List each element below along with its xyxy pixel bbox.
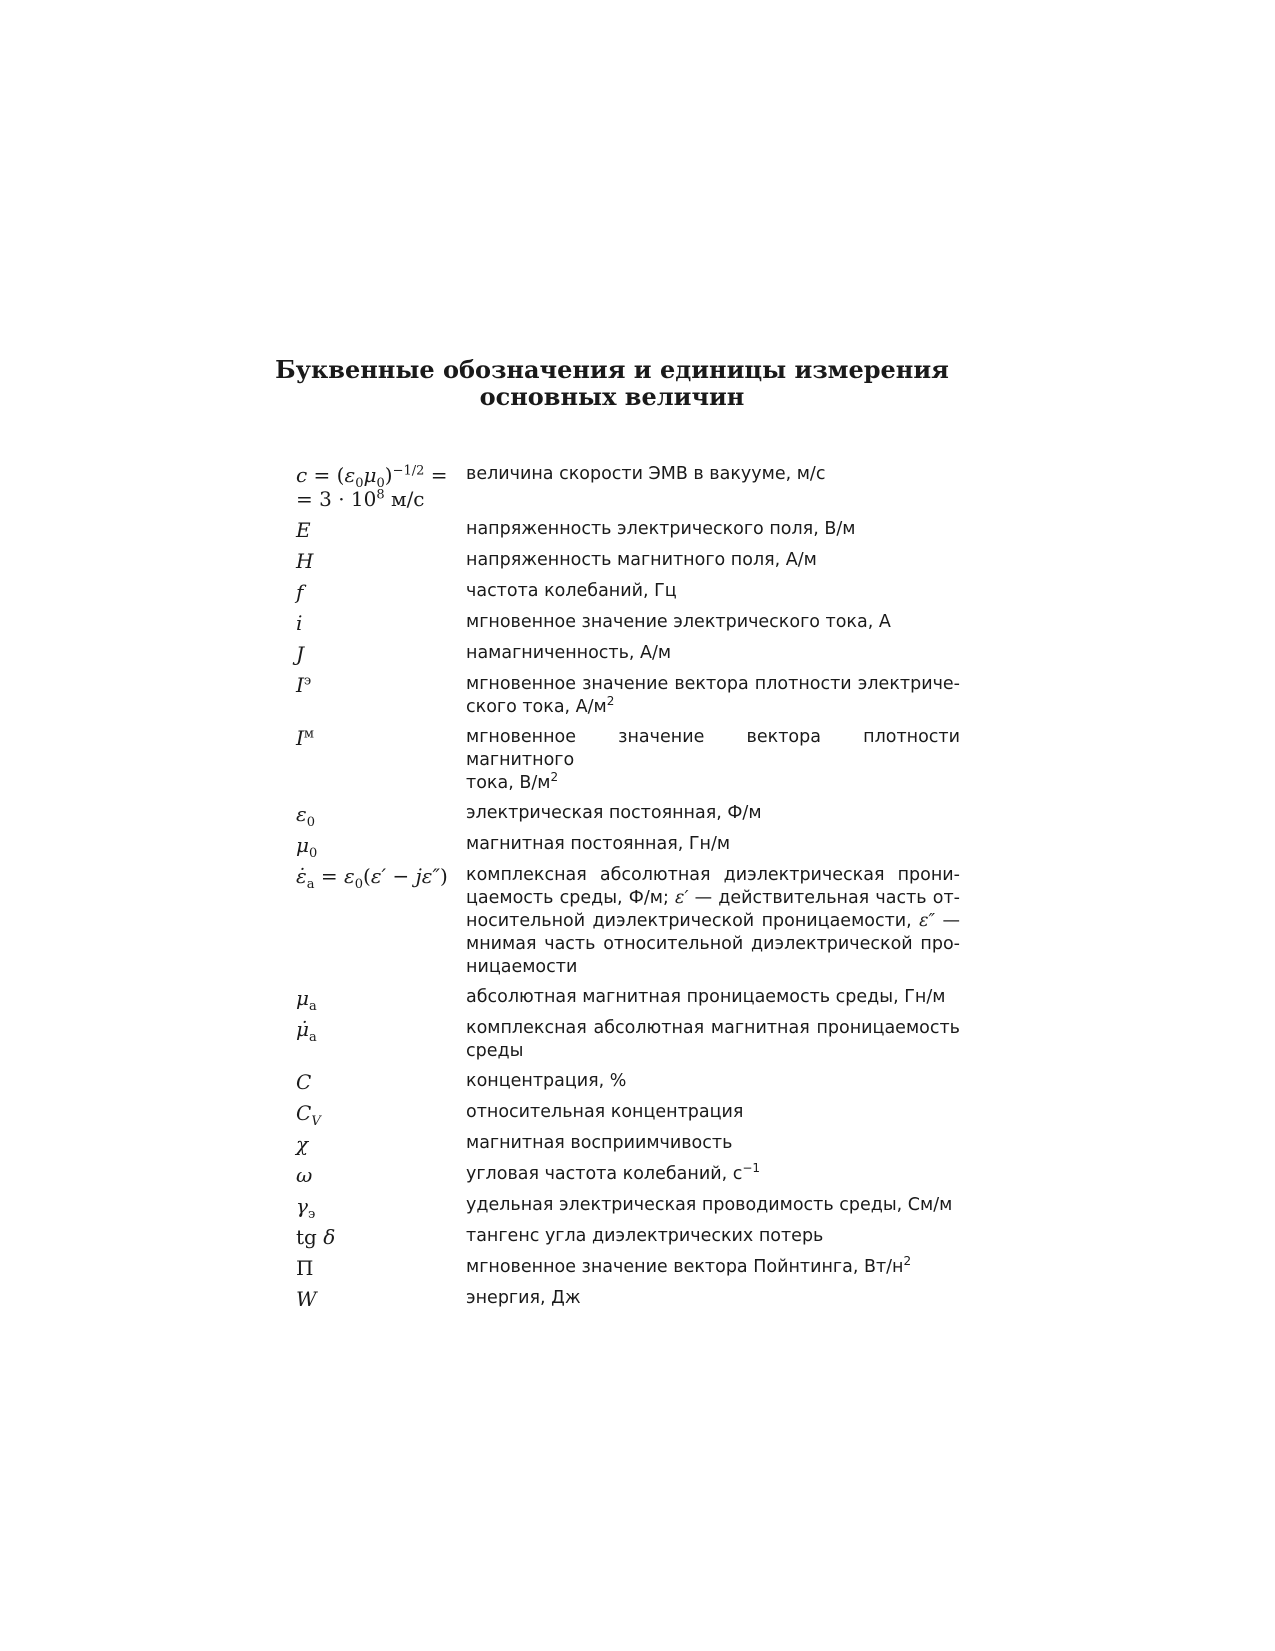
page-title [0, 356, 1224, 410]
notation-symbol: $\gamma_э$ [296, 1194, 316, 1222]
notation-description: напряженность электрического поля, В/м [466, 519, 856, 539]
notation-row [296, 1132, 960, 1156]
notation-symbol: $\mu_а$ [296, 986, 317, 1014]
notation-symbol: C [296, 1070, 312, 1094]
notation-description: величина скорости ЭМВ в вакууме, м/с [466, 464, 826, 484]
notation-row [296, 549, 960, 573]
notation-description: относительная концентрация [466, 1102, 744, 1122]
notation-row [296, 1256, 960, 1280]
notation-symbol: f [296, 580, 304, 604]
notation-row [296, 1070, 960, 1094]
notation-description: энергия, Дж [466, 1288, 581, 1308]
notation-symbol: $\varepsiloṅ_а = \varepsilon_0(\varepsilon' - j\varepsilon'')$ [296, 864, 448, 892]
notation-row [296, 1101, 960, 1129]
notation-symbol: χ [296, 1132, 309, 1156]
notation-symbol: $C_V$ [296, 1101, 321, 1129]
notation-description: мгновенное значение вектора плотности электриче- ского тока, $А/м^2$ [466, 674, 960, 717]
notation-symbol: $\mu_0$ [296, 833, 318, 861]
notation-symbol: J [296, 642, 305, 666]
notation-row [296, 1017, 960, 1063]
notation-description: магнитная восприимчивость [466, 1133, 733, 1153]
notation-description: частота колебаний, Гц [466, 581, 677, 601]
notation-description: абсолютная магнитная проницаемость среды, Гн/м [466, 987, 946, 1007]
notation-row [296, 611, 960, 635]
title-line-2: основных величин [479, 382, 745, 411]
notation-description: концентрация, % [466, 1071, 627, 1091]
notation-description: комплексная абсолютная магнитная проницаемость среды [466, 1018, 960, 1061]
notation-symbol: $\mu̇_а$ [296, 1017, 317, 1045]
notation-row [296, 673, 960, 719]
notation-symbol: $I^э$ [296, 673, 312, 697]
notation-description: магнитная постоянная, Гн/м [466, 834, 731, 854]
notation-symbol: i [296, 611, 303, 635]
title-line-1: Буквенные обозначения и единицы измерения [275, 355, 949, 384]
notation-symbol: Π [296, 1256, 314, 1280]
notation-description: угловая частота колебаний, $с^{-1}$ [466, 1161, 761, 1184]
notation-row [296, 1194, 960, 1222]
notation-symbol: E [296, 518, 311, 542]
notation-row [296, 642, 960, 666]
notation-symbol: $I^м$ [296, 726, 315, 750]
notation-symbol: W [296, 1287, 317, 1311]
notation-symbol: H [296, 549, 314, 573]
notation-row [296, 1163, 960, 1187]
notation-row [296, 726, 960, 795]
notation-row [296, 580, 960, 604]
notation-row [296, 833, 960, 861]
notation-symbol: ω [296, 1163, 313, 1187]
notation-description: удельная электрическая проводимость среды, См/м [466, 1195, 953, 1215]
notation-description: мгновенное значение электрического тока, А [466, 612, 891, 632]
notation-row [296, 864, 960, 979]
notation-row [296, 518, 960, 542]
notation-description: электрическая постоянная, Ф/м [466, 803, 762, 823]
notation-symbol: tg δ [296, 1225, 336, 1249]
notation-description: напряженность магнитного поля, А/м [466, 550, 817, 570]
notation-row [296, 463, 960, 511]
notation-description: намагниченность, А/м [466, 643, 672, 663]
notation-description: комплексная абсолютная диэлектрическая прони- цаемость среды, Ф/м; ε′ — действительная часть от- носительной диэлектрической проницаемости, ε″ — мнимая часть относительной диэлектрической про- ницаемости [466, 865, 960, 977]
notation-description: мгновенное значение вектора Пойнтинга, $Вт/н^2$ [466, 1254, 912, 1277]
notation-list [296, 463, 960, 1311]
notation-symbol: $c = (\varepsilon_0\mu_0)^{-1/2}$ = = $3 \cdot 10^8$ м/с [296, 463, 448, 511]
notation-row [296, 1225, 960, 1249]
notation-description: тангенс угла диэлектрических потерь [466, 1226, 824, 1246]
notation-symbol: $\varepsilon_0$ [296, 802, 316, 830]
notation-row [296, 986, 960, 1014]
notation-row [296, 802, 960, 830]
notation-description: мгновенное значение вектора плотности магнитного тока, $В/м^2$ [466, 727, 960, 793]
notation-row [296, 1287, 960, 1311]
